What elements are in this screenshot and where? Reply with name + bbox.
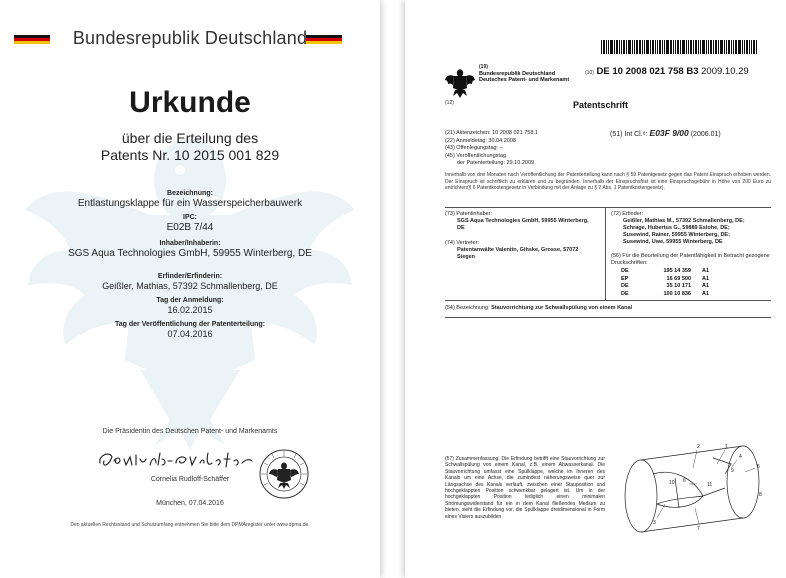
inventor-entry: Schrage, Hubertus G., 59889 Eslohe, DE; [623,225,730,231]
document-type-title: Patentschrift [572,100,628,110]
inventors-label: (72) Erfinder: [611,211,644,217]
prior-art-label: (56) Für die Beurteilung der Patentfähigkeit in Betracht gezogene Druckschriften: [611,253,770,266]
ipc-classification [610,128,721,138]
representative-label: (74) Vertreter: [445,240,479,246]
inventor-label: Erfinder/Erfinderin: [157,273,223,280]
field-code-10: (10) [585,70,594,76]
inventor-value: Geißler, Mathias, 57392 Schmallenberg, DE [102,281,278,291]
federal-eagle-icon [445,66,475,98]
patent-owner [445,211,595,232]
publication-date-value: 07.04.2016 [167,329,213,339]
prior-art-kind: A1 [701,290,709,297]
divider [445,300,771,301]
inventor-field [0,273,380,291]
designation-label: Bezeichnung: [167,190,213,197]
filing-date-label: Tag der Anmeldung: [156,297,224,304]
owner-label: (73) Patentinhaber: [445,211,493,217]
opposition-notice: Innerhalb von drei Monaten nach Veröffentlichung der Patenterteilung kann nach § 59 Patentgesetz gegen das Patent Einspruch erhoben werden. Der Einspruch ist schriftlich zu erklären und zu begründen. Innerhalb der Einspruchsfrist ist eine Einspruchsgebühr in Höhe von 200 Euro zu entrichten(§ 6 Patentkostengesetz in Verbindung mit der Anlage zu § 2 Abs. 1 Patentkostengesetz). [445,172,771,191]
divider [445,317,771,318]
abstract [445,456,605,520]
invention-title-value: Stauvorrichtung zur Schwallspülung von einem Kanal [491,305,633,311]
prior-art-kind: A1 [701,283,709,289]
document-number [585,66,749,77]
prior-art-country: DE [621,283,629,289]
drawing-label: 7 [697,526,700,532]
field-code-12: (12) [445,100,454,106]
inventors [611,211,776,246]
owner-label: Inhaber/Inhaberin: [159,240,221,247]
country-line: Bundesrepublik Deutschland [479,70,556,77]
handwritten-signature [96,447,256,473]
prior-art-country: EP [621,275,629,282]
filing-date-value: 16.02.2015 [167,305,213,315]
owner-value: SGS Aqua Technologies GmbH, 59955 Winterberg, DE [68,248,312,259]
subtitle-line: über die Erteilung des [121,130,259,146]
doc-date: 2009.10.29 [701,66,749,77]
invention-title [445,305,771,311]
prior-art-number: 35 10 171 [666,283,691,289]
prior-art-number: 100 10 836 [663,290,691,297]
abstract-label: (57) Zusammenfassung: [445,456,500,462]
meta-line: (21) Aktenzeichen: 10 2008 021 758.1 [445,130,538,136]
prior-art-kind: A1 [701,275,709,282]
meta-line: der Patenterteilung: 29.10.2009 [457,160,535,166]
prior-art-row [621,283,709,291]
divider [445,207,771,208]
office-line: Deutsches Patent- und Markenamt [479,77,570,83]
drawing-label: 10 [669,480,675,486]
patent-document-page [405,0,786,578]
prior-art-number: 195 14 359 [663,268,691,274]
certificate-subtitle [0,130,380,164]
meta-line: (45) Veröffentlichungstag [445,152,507,159]
prior-art-row [621,291,709,299]
inventor-entry: Susewind, Uwe, 59955 Winterberg, DE [623,239,723,245]
drawing-label: 11 [707,482,713,488]
issuing-office [479,64,569,84]
prior-art-row [621,268,709,276]
prior-art-list [621,268,709,298]
ipc-field [0,214,380,233]
ipc-year: (2006.01) [690,131,721,138]
prior-art-row [621,276,709,284]
ipc-prefix: (51) Int Cl.⁸: [610,131,648,138]
invention-title-label: (54) Bezeichnung: [445,305,490,311]
inventor-entry: Susewind, Rainer, 59955 Winterberg, DE; [623,232,730,238]
drawing-label: 1 [725,444,728,450]
ipc-code: E03F 9/00 [649,128,689,138]
signer-name: Cornelia Rudloff-Schäffer [150,476,230,483]
drawing-label: 8 [759,492,762,498]
patent-representative [445,240,595,261]
publication-date-field [0,321,380,339]
abstract-text: Die Erfindung betrifft eine Stauvorrichtung zur Schwallspülung von einem Kanal, z.B. einem Abwasserkanal. Die Stauvorrichtung umfasst eine Spülklappe, welche im Inneren des Kanals um eine Achse, die zumindest näherungsweise quer zur Längsachse des Kanals verläuft, zwischen einer Stauposition und hochgeklappten Position schwenkbar gelagert ist. Um in der hochgeklappten Position lediglich einen minimalen Strömungswiderstand für ein in dem Kanal fließendes Medium zu bieten, sieht die Erfindung vor, die Spülklappe dreidimensional in Form eines Visiers auszubilden. [445,456,605,520]
application-metadata [445,130,538,168]
place-date: München, 07.04.2016 [156,500,224,507]
president-line: Die Präsidentin des Deutschen Patent- und Markenamts [102,428,278,435]
owner-value: SGS Aqua Technologies GmbH, 59955 Winterberg, DE [457,218,589,231]
certificate-page [0,0,380,578]
certificate-title: Urkunde [129,86,251,119]
drawing-label: 4 [739,454,742,460]
designation-value: Entlastungsklappe für ein Wasserspeicherbauwerk [77,198,303,209]
ipc-value: E02B 7/44 [166,222,214,233]
inventor-entry: Geißler, Mathias M., 57392 Schmallenberg, DE; [623,218,745,224]
prior-art-country: DE [621,290,629,297]
ipc-label: IPC: [183,214,197,221]
technical-drawing [613,438,777,538]
designation-field [0,190,380,209]
barcode-icon [601,40,769,54]
certificate-footer: Den aktuellen Rechtsstand und Schutzumfang entnehmen Sie bitte dem DPMAregister unter www.dpma.de. [70,522,310,528]
drawing-label: 3 [653,520,656,526]
prior-art-number: 16 69 500 [666,275,691,282]
meta-line: (22) Anmeldetag: 30.04.2008 [445,137,516,144]
drawing-label: 9 [731,468,734,474]
publication-date-label: Tag der Veröffentlichung der Patenterteilung: [115,321,265,328]
country-heading: Bundesrepublik Deutschland [72,28,308,48]
field-code-19: (19) [479,64,488,70]
drawing-label: 6 [683,478,686,484]
official-seal-icon [258,448,310,500]
divider [605,207,606,300]
filing-date-field [0,297,380,315]
drawing-label: 5 [757,464,760,470]
owner-field [0,240,380,259]
doc-number-value: DE 10 2008 021 758 B3 [596,66,699,77]
drawing-label: 2 [697,444,700,450]
meta-line: (43) Offenlegungstag: – [445,145,503,151]
prior-art-country: DE [621,268,629,274]
patent-number-line: Patents Nr. 10 2015 001 829 [100,147,280,163]
inventors-list [611,218,776,246]
prior-art-kind: A1 [701,268,709,274]
representative-value: Patentanwälte Valentin, Gihske, Grosse, 57072 Siegen [457,247,579,260]
